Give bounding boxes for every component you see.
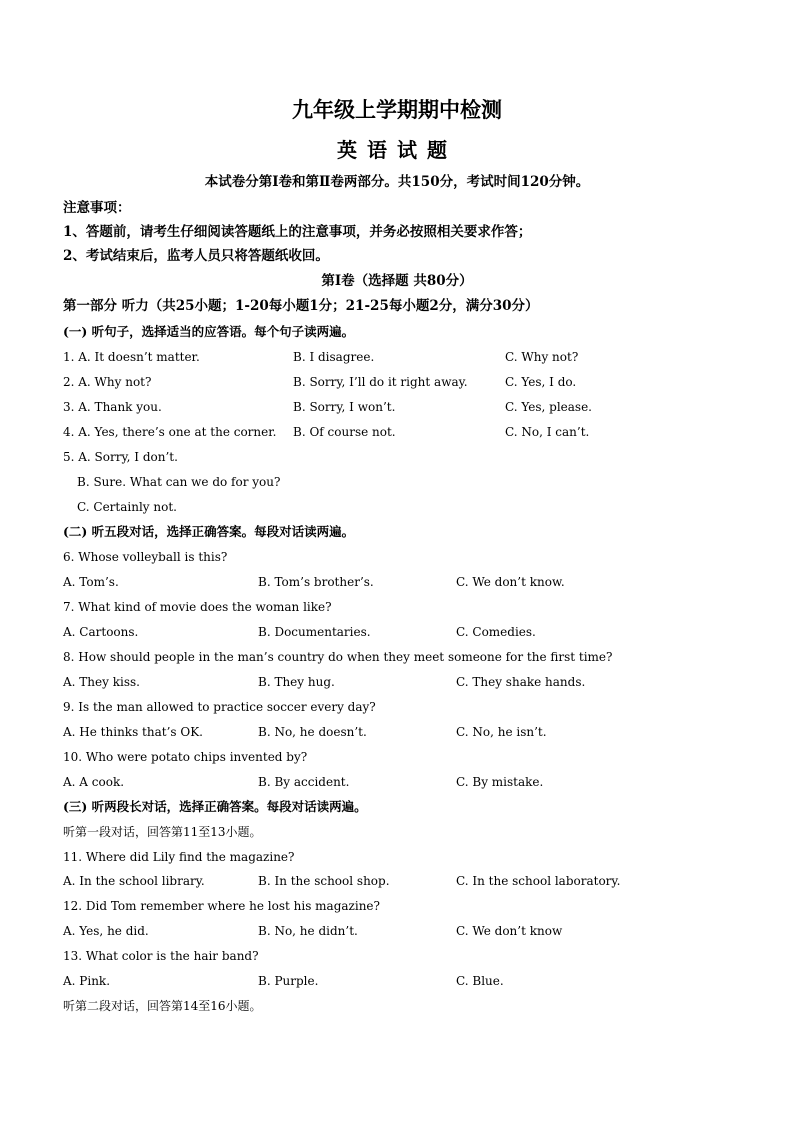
q2-option-c: C. Yes, I do. xyxy=(505,375,577,389)
section-1-heading: (一) 听句子，选择适当的应答语。每个句子读两遍。 xyxy=(63,324,355,339)
dialogue-1-instruction: 听第一段对话，回答第11至13小题。 xyxy=(63,825,262,839)
q6-option-c: C. We don’t know. xyxy=(456,575,565,589)
q9-stem: 9. Is the man allowed to practice soccer every day? xyxy=(63,700,376,714)
section-2-heading: (二) 听五段对话，选择正确答案。每段对话读两遍。 xyxy=(63,524,355,539)
q6-option-b: B. Tom’s brother’s. xyxy=(258,575,374,589)
q5-option-a: 5. A. Sorry, I don’t. xyxy=(63,450,178,464)
q7-option-a: A. Cartoons. xyxy=(63,625,139,639)
notes-heading: 注意事项： xyxy=(63,200,131,216)
note-item-2: 2、考试结束后，监考人员只将答题纸收回。 xyxy=(63,248,329,264)
q12-stem: 12. Did Tom remember where he lost his magazine? xyxy=(63,899,380,913)
q10-option-a: A. A cook. xyxy=(63,775,125,789)
exam-intro: 本试卷分第Ⅰ卷和第Ⅱ卷两部分。共150分，考试时间120分钟。 xyxy=(204,174,590,190)
q5-option-c: C. Certainly not. xyxy=(77,500,177,514)
q4-option-b: B. Of course not. xyxy=(293,425,396,439)
q13-option-c: C. Blue. xyxy=(456,974,504,988)
dialogue-2-instruction: 听第二段对话，回答第14至16小题。 xyxy=(63,999,262,1013)
note-item-1: 1、答题前，请考生仔细阅读答题纸上的注意事项，并务必按照相关要求作答； xyxy=(63,224,532,240)
q1-option-a: 1. A. It doesn’t matter. xyxy=(63,350,200,364)
q9-option-b: B. No, he doesn’t. xyxy=(258,725,367,739)
q13-stem: 13. What color is the hair band? xyxy=(63,949,259,963)
volume-title: 第Ⅰ卷（选择题 共80分） xyxy=(321,273,473,289)
q6-stem: 6. Whose volleyball is this? xyxy=(63,550,228,564)
q8-option-a: A. They kiss. xyxy=(63,675,140,689)
q2-option-b: B. Sorry, I’ll do it right away. xyxy=(293,375,468,389)
q4-option-a: 4. A. Yes, there’s one at the corner. xyxy=(63,425,277,439)
q12-option-a: A. Yes, he did. xyxy=(63,924,149,938)
q8-option-b: B. They hug. xyxy=(258,675,335,689)
q11-stem: 11. Where did Lily find the magazine? xyxy=(63,850,295,864)
q3-option-b: B. Sorry, I won’t. xyxy=(293,400,396,414)
q12-option-c: C. We don’t know xyxy=(456,924,563,938)
q6-option-a: A. Tom’s. xyxy=(63,575,119,589)
q11-option-b: B. In the school shop. xyxy=(258,874,390,888)
q3-option-a: 3. A. Thank you. xyxy=(63,400,162,414)
q1-option-c: C. Why not? xyxy=(505,350,579,364)
part-title: 第一部分 听力（共25小题；1-20每小题1分；21-25每小题2分，满分30分） xyxy=(63,298,539,314)
q8-option-c: C. They shake hands. xyxy=(456,675,586,689)
q11-option-c: C. In the school laboratory. xyxy=(456,874,621,888)
q13-option-a: A. Pink. xyxy=(63,974,111,988)
q9-option-c: C. No, he isn’t. xyxy=(456,725,547,739)
q12-option-b: B. No, he didn’t. xyxy=(258,924,358,938)
q10-option-c: C. By mistake. xyxy=(456,775,544,789)
section-3-heading: (三) 听两段长对话，选择正确答案。每段对话读两遍。 xyxy=(63,799,367,814)
q10-stem: 10. Who were potato chips invented by? xyxy=(63,750,308,764)
q2-option-a: 2. A. Why not? xyxy=(63,375,152,389)
exam-title: 九年级上学期期中检测 xyxy=(292,97,502,122)
q11-option-a: A. In the school library. xyxy=(63,874,205,888)
q7-option-c: C. Comedies. xyxy=(456,625,536,639)
q13-option-b: B. Purple. xyxy=(258,974,319,988)
q8-stem: 8. How should people in the man’s country do when they meet someone for the first time? xyxy=(63,650,613,664)
q5-option-b: B. Sure. What can we do for you? xyxy=(77,475,281,489)
q3-option-c: C. Yes, please. xyxy=(505,400,592,414)
q10-option-b: B. By accident. xyxy=(258,775,350,789)
q1-option-b: B. I disagree. xyxy=(293,350,375,364)
q7-option-b: B. Documentaries. xyxy=(258,625,371,639)
q9-option-a: A. He thinks that’s OK. xyxy=(63,725,203,739)
q4-option-c: C. No, I can’t. xyxy=(505,425,590,439)
exam-subject: 英语试题 xyxy=(337,138,457,162)
q7-stem: 7. What kind of movie does the woman like? xyxy=(63,600,332,614)
